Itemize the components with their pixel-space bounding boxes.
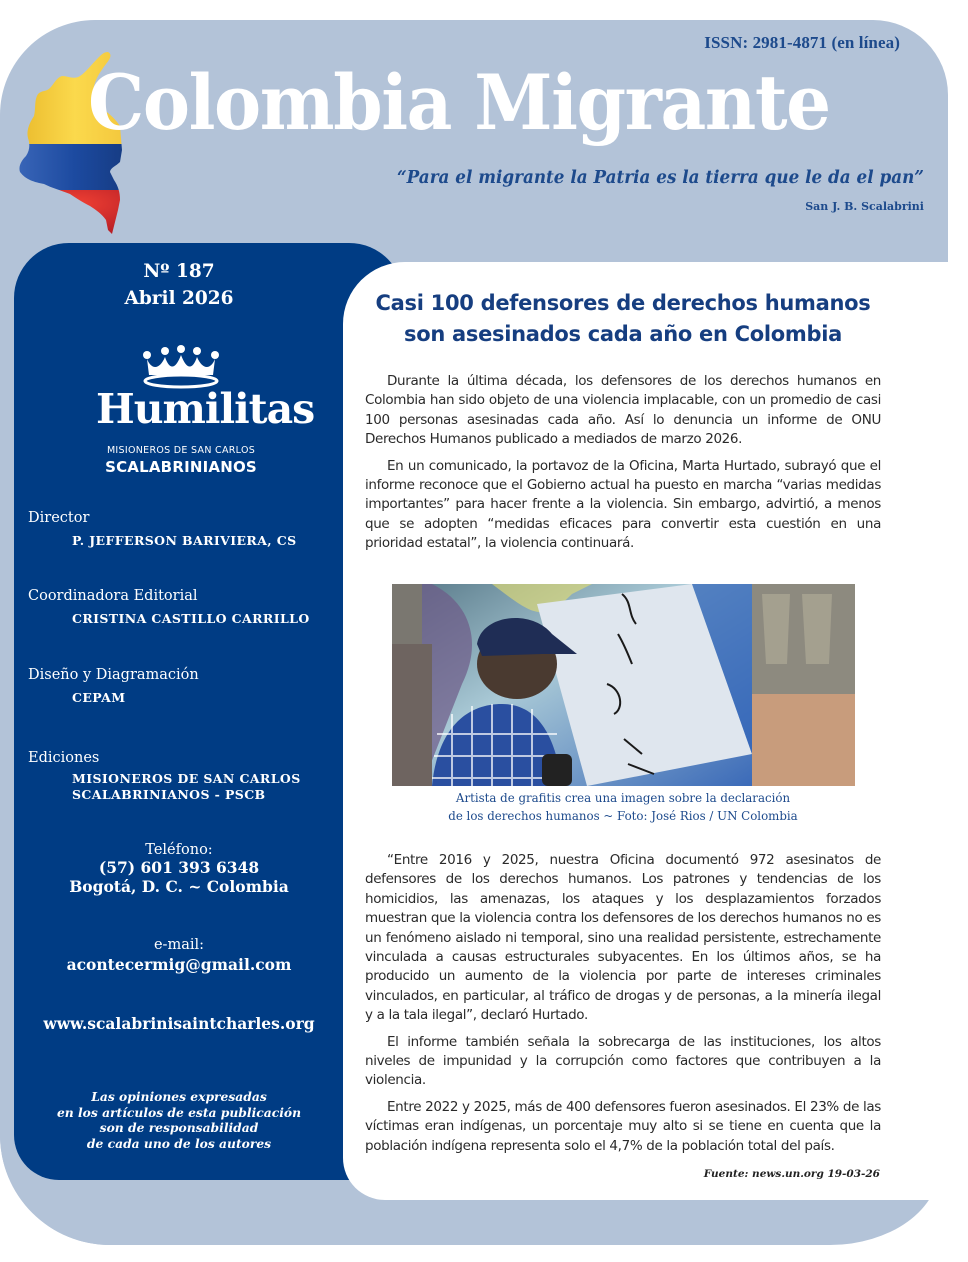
website-block bbox=[14, 1014, 344, 1033]
article-paragraph: “Entre 2016 y 2025, nuestra Oficina documentó 972 asesinatos de defensores de los derechos humanos. Los patrones y tendencias de los homicidios, las amenazas, los ataques y los desplazamientos forzados muestran que la violencia contra los defensores de los derechos humanos no es un fenómeno aislado ni temporal, sino una realidad persistente, estrechamente vinculada a causas estructurales subyacentes. En los últimos años, se ha producido un aumento de la violencia por parte de intereses criminales vinculados, en particular, al tráfico de drogas y de personas, a la minería ilegal y a la tala ilegal”, declaró Hurtado. bbox=[365, 852, 881, 1024]
headline-line: Casi 100 defensores de derechos humanos bbox=[375, 291, 871, 315]
disclaimer-line: de cada uno de los autores bbox=[86, 1135, 272, 1151]
article-paragraph: Durante la última década, los defensores de los derechos humanos en Colombia han sido objeto de una violencia implacable, con un promedio de casi 100 personas asesinadas cada año. Así lo denuncia un informe de ONU Derechos Humanos publicado a mediados de marzo 2026. bbox=[365, 373, 881, 448]
email-block bbox=[14, 937, 344, 974]
motto-quote: “Para el migrante la Patria es la tierra que le da el pan” bbox=[396, 168, 924, 188]
article-paragraph: Entre 2022 y 2025, más de 400 defensores fueron asesinados. El 23% de las víctimas eran indígenas, un porcentaje muy alto si se tiene en cuenta que la población indígena representa solo el 4,7% de la población total del país. bbox=[365, 1098, 881, 1154]
article-body-top bbox=[365, 372, 881, 561]
article-headline bbox=[343, 288, 903, 350]
credit-label-coordinadora: Coordinadora Editorial bbox=[28, 588, 198, 604]
credit-value-coordinadora: CRISTINA CASTILLO CARRILLO bbox=[72, 611, 310, 626]
publication-title: Colombia Migrante bbox=[88, 58, 830, 147]
logo-subtitle-1: MISIONEROS DE SAN CARLOS bbox=[106, 445, 256, 456]
phone-label: Teléfono: bbox=[145, 842, 213, 858]
crown-icon bbox=[141, 345, 221, 389]
article-paragraph: El informe también señala la sobrecarga de las instituciones, los altos niveles de impunidad y la corrupción como factores que contribuyen a la violencia. bbox=[365, 1033, 881, 1089]
disclaimer-line: en los artículos de esta publicación bbox=[56, 1104, 302, 1120]
phone-number[interactable]: (57) 601 393 6348 bbox=[98, 858, 260, 877]
article-card bbox=[343, 262, 968, 1200]
credit-value-ediciones-1: MISIONEROS DE SAN CARLOS bbox=[72, 771, 301, 786]
website-link[interactable]: www.scalabrinisaintcharles.org bbox=[43, 1014, 315, 1033]
logo-wordmark: Humilitas bbox=[96, 385, 315, 433]
headline-line: son asesinados cada año en Colombia bbox=[404, 322, 842, 346]
humilitas-logo bbox=[96, 345, 315, 485]
photo-caption bbox=[343, 790, 903, 825]
issue-date: Abril 2026 bbox=[124, 288, 234, 309]
credit-value-director: P. JEFFERSON BARIVIERA, CS bbox=[72, 533, 297, 548]
email-label: e-mail: bbox=[153, 937, 205, 953]
phone-block bbox=[14, 842, 344, 896]
credit-label-ediciones: Ediciones bbox=[28, 750, 100, 766]
credit-label-diseno: Diseño y Diagramación bbox=[28, 667, 199, 683]
credit-value-diseno: CEPAM bbox=[72, 690, 126, 705]
email-link[interactable]: acontecermig@gmail.com bbox=[66, 955, 292, 974]
logo-subtitle-2: SCALABRINIANOS bbox=[105, 458, 257, 476]
disclaimer-line: son de responsabilidad bbox=[99, 1120, 259, 1135]
caption-line: de los derechos humanos ~ Foto: José Rios / UN Colombia bbox=[448, 808, 798, 823]
disclaimer-line: Las opiniones expresadas bbox=[91, 1089, 267, 1104]
city-line: Bogotá, D. C. ~ Colombia bbox=[69, 877, 289, 896]
article-paragraph: En un comunicado, la portavoz de la Oficina, Marta Hurtado, subrayó que el informe reconoce que el Gobierno actual ha puesto en marcha “varias medidas importantes” para hacer frente a la violencia. Sin embargo, advirtió, a menos que se adopten “medidas eficaces para convertir esta cuestión en una prioridad estatal”, la violencia continuará. bbox=[365, 457, 881, 552]
credit-label-director: Director bbox=[28, 510, 90, 526]
source-citation: Fuente: news.un.org 19-03-26 bbox=[703, 1168, 880, 1180]
caption-line: Artista de grafitis crea una imagen sobre la declaración bbox=[455, 791, 791, 805]
credit-value-ediciones-2: SCALABRINIANOS - PSCB bbox=[72, 787, 266, 802]
motto-author: San J. B. Scalabrini bbox=[805, 200, 924, 213]
issue-number: Nº 187 bbox=[143, 261, 215, 282]
disclaimer-note bbox=[14, 1089, 344, 1151]
article-body-bottom bbox=[365, 851, 881, 1163]
article-photo bbox=[392, 584, 855, 786]
issn-label: ISSN: 2981-4871 (en línea) bbox=[704, 33, 900, 52]
